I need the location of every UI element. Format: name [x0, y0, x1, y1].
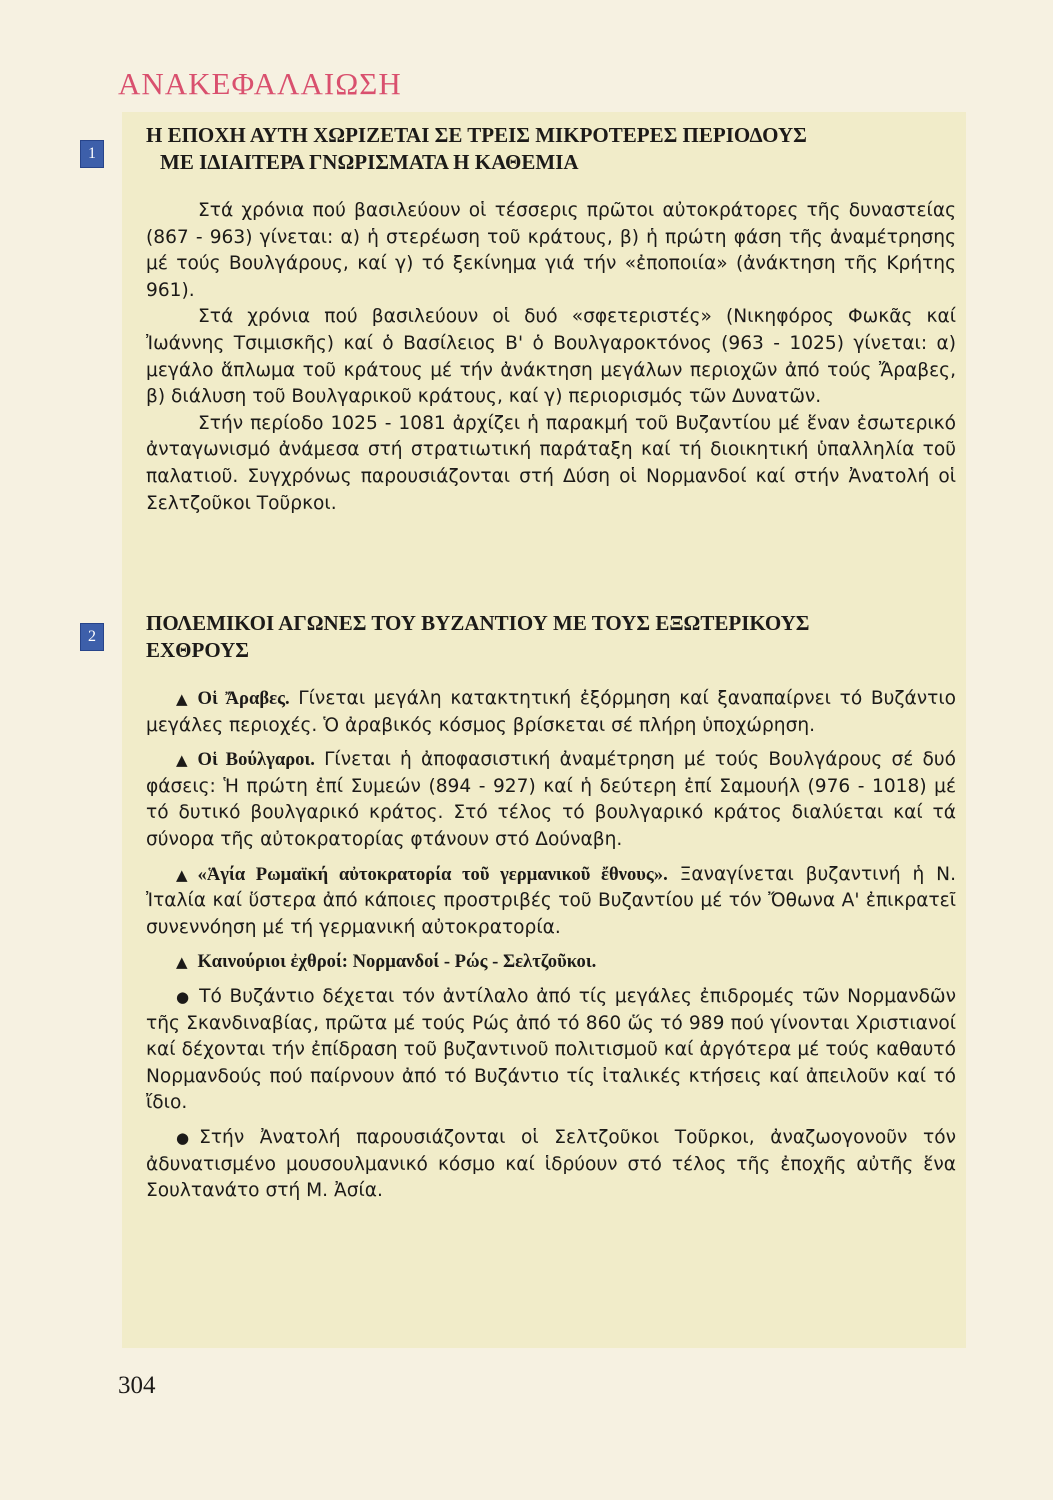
- section-2-title-line-2: ΕΧΘΡΟΥΣ: [146, 638, 250, 662]
- section-2-item-seljuks: [146, 1125, 956, 1205]
- section-1-paragraph-2: Στά χρόνια πού βασιλεύουν οἱ δυό «σφετεριστές» (Νικηφόρος Φωκᾶς καί Ἰωάννης Τσιμισκῆς) καί ὁ Βασίλειος Β' ὁ Βουλγαροκτόνος (963 - 1025) γίνεται: α) μεγάλο ἅπλωμα τοῦ κράτους μέ τήν ἀνάκτηση μεγάλων περιοχῶν ἀπό τούς Ἄραβες, β) διάλυση τοῦ Βουλγαρικοῦ κράτους, καί γ) περιορισμός τῶν Δυνατῶν.: [146, 306, 956, 408]
- section-1: [146, 122, 956, 517]
- triangle-bullet-icon: ▲: [176, 751, 188, 770]
- section-2-title: [146, 610, 956, 664]
- section-2: [146, 610, 956, 1213]
- section-2-item-new-enemies: [146, 949, 956, 976]
- section-number-2: 2: [80, 623, 104, 651]
- section-1-paragraph-3: Στήν περίοδο 1025 - 1081 ἀρχίζει ἡ παρακμή τοῦ Βυζαντίου μέ ἕναν ἐσωτερικό ἀνταγωνισμό ἀνάμεσα στή στρατιωτική παράταξη καί τή διοικητική ὑπαλληλία τοῦ παλατιοῦ. Συγχρόνως παρουσιάζονται στή Δύση οἱ Νορμανδοί καί στήν Ἀνατολή οἱ Σελτζοῦκοι Τοῦρκοι.: [146, 412, 956, 514]
- item-lead: Καινούριοι ἐχθροί: Νορμανδοί - Ρώς - Σελτζοῦκοι.: [197, 951, 597, 973]
- item-lead: Οἱ Βούλγαροι.: [197, 749, 315, 771]
- triangle-bullet-icon: ▲: [176, 865, 188, 884]
- item-text: Γίνεται ἡ ἀποφασιστική ἀναμέτρηση μέ τούς Βουλγάρους σέ δυό φάσεις: Ἡ πρώτη ἐπί Συμεών (894 - 927) καί ἡ δεύτερη ἐπί Σαμουήλ (976 - 1018) μέ τό δυτικό βουλγαρικό κράτος. Στό τέλος τό βουλγαρικό κράτος διαλύεται καί τά σύνορα τῆς αὐτοκρατορίας φτάνουν στό Δούναβη.: [146, 749, 956, 850]
- section-2-item-holy-roman-empire: [146, 862, 956, 942]
- section-1-title: [146, 122, 956, 176]
- item-text: Τό Βυζάντιο δέχεται τόν ἀντίλαλο ἀπό τίς μεγάλες ἐπιδρομές τῶν Νορμανδῶν τῆς Σκανδιναβίας, πρῶτα μέ τούς Ρώς ἀπό τό 860 ὥς τό 989 πού γίνονται Χριστιανοί καί δέχονται τήν ἐπίδραση τοῦ βυζαντινοῦ πολιτισμοῦ καί ἀργότερα μέ τούς καθαυτό Νορμανδούς πού παίρνουν ἀπό τό Βυζάντιο τίς ἰταλικές κτήσεις καί ἀπειλοῦν καί τό ἴδιο.: [146, 985, 956, 1114]
- triangle-bullet-icon: ▲: [176, 690, 188, 708]
- section-1-title-line-2: ΜΕ ΙΔΙΑΙΤΕΡΑ ΓΝΩΡΙΣΜΑΤΑ Η ΚΑΘΕΜΙΑ: [160, 150, 579, 174]
- item-text: Ξαναγίνεται βυζαντινή ἡ Ν. Ἰταλία καί ὕστερα ἀπό κάποιες προστριβές τοῦ Βυζαντίου μέ τόν Ὄθωνα Α' ἐπικρατεῖ συνεννόηση μέ τή γερμανική αὐτοκρατορία.: [146, 863, 956, 938]
- section-number-1: 1: [80, 140, 104, 168]
- section-1-paragraph-1: Στά χρόνια πού βασιλεύουν οἱ τέσσερις πρῶτοι αὐτοκράτορες τῆς δυναστείας (867 - 963) γίνεται: α) ἡ στερέωση τοῦ κράτους, β) ἡ πρώτη φάση τῆς ἀναμέτρησης μέ τούς Βουλγάρους, καί γ) τό ξεκίνημα γιά τήν «ἐποποιία» (ἀνάκτηση τῆς Κρήτης 961).: [146, 200, 956, 301]
- item-text: Γίνεται μεγάλη κατακτητική ἐξόρμηση καί ξαναπαίρνει τό Βυζάντιο μεγάλες περιοχές. Ὁ ἀραβικός κόσμος βρίσκεται σέ πλήρη ὑποχώρηση.: [146, 688, 956, 736]
- section-2-item-bulgarians: [146, 747, 956, 853]
- item-text: Στήν Ἀνατολή παρουσιάζονται οἱ Σελτζοῦκοι Τοῦρκοι, ἀναζωογονοῦν τόν ἀδυνατισμένο μουσουλμανικό κόσμο καί ἱδρύουν στό τέλος τῆς ἐποχῆς αὐτῆς ἕνα Σουλτανάτο στή Μ. Ἀσία.: [146, 1126, 956, 1202]
- triangle-bullet-icon: ▲: [176, 953, 188, 972]
- section-2-title-line-1: ΠΟΛΕΜΙΚΟΙ ΑΓΩΝΕΣ ΤΟΥ ΒΥΖΑΝΤΙΟΥ ΜΕ ΤΟΥΣ ΕΞΩΤΕΡΙΚΟΥΣ: [146, 611, 810, 635]
- page-number: 304: [118, 1372, 156, 1399]
- section-2-item-normans: [146, 984, 956, 1117]
- item-lead: Οἱ Ἄραβες.: [197, 688, 290, 709]
- item-lead: «Ἁγία Ρωμαϊκή αὐτοκρατορία τοῦ γερμανικοῦ ἔθνους».: [197, 863, 668, 885]
- circle-bullet-icon: ●: [176, 1128, 190, 1147]
- page-heading: ΑΝΑΚΕΦΑΛΑΙΩΣΗ: [118, 66, 402, 101]
- circle-bullet-icon: ●: [176, 987, 190, 1006]
- section-1-title-line-1: Η ΕΠΟΧΗ ΑΥΤΗ ΧΩΡΙΖΕΤΑΙ ΣΕ ΤΡΕΙΣ ΜΙΚΡΟΤΕΡΕΣ ΠΕΡΙΟΔΟΥΣ: [146, 123, 807, 147]
- section-2-item-arabs: [146, 686, 956, 739]
